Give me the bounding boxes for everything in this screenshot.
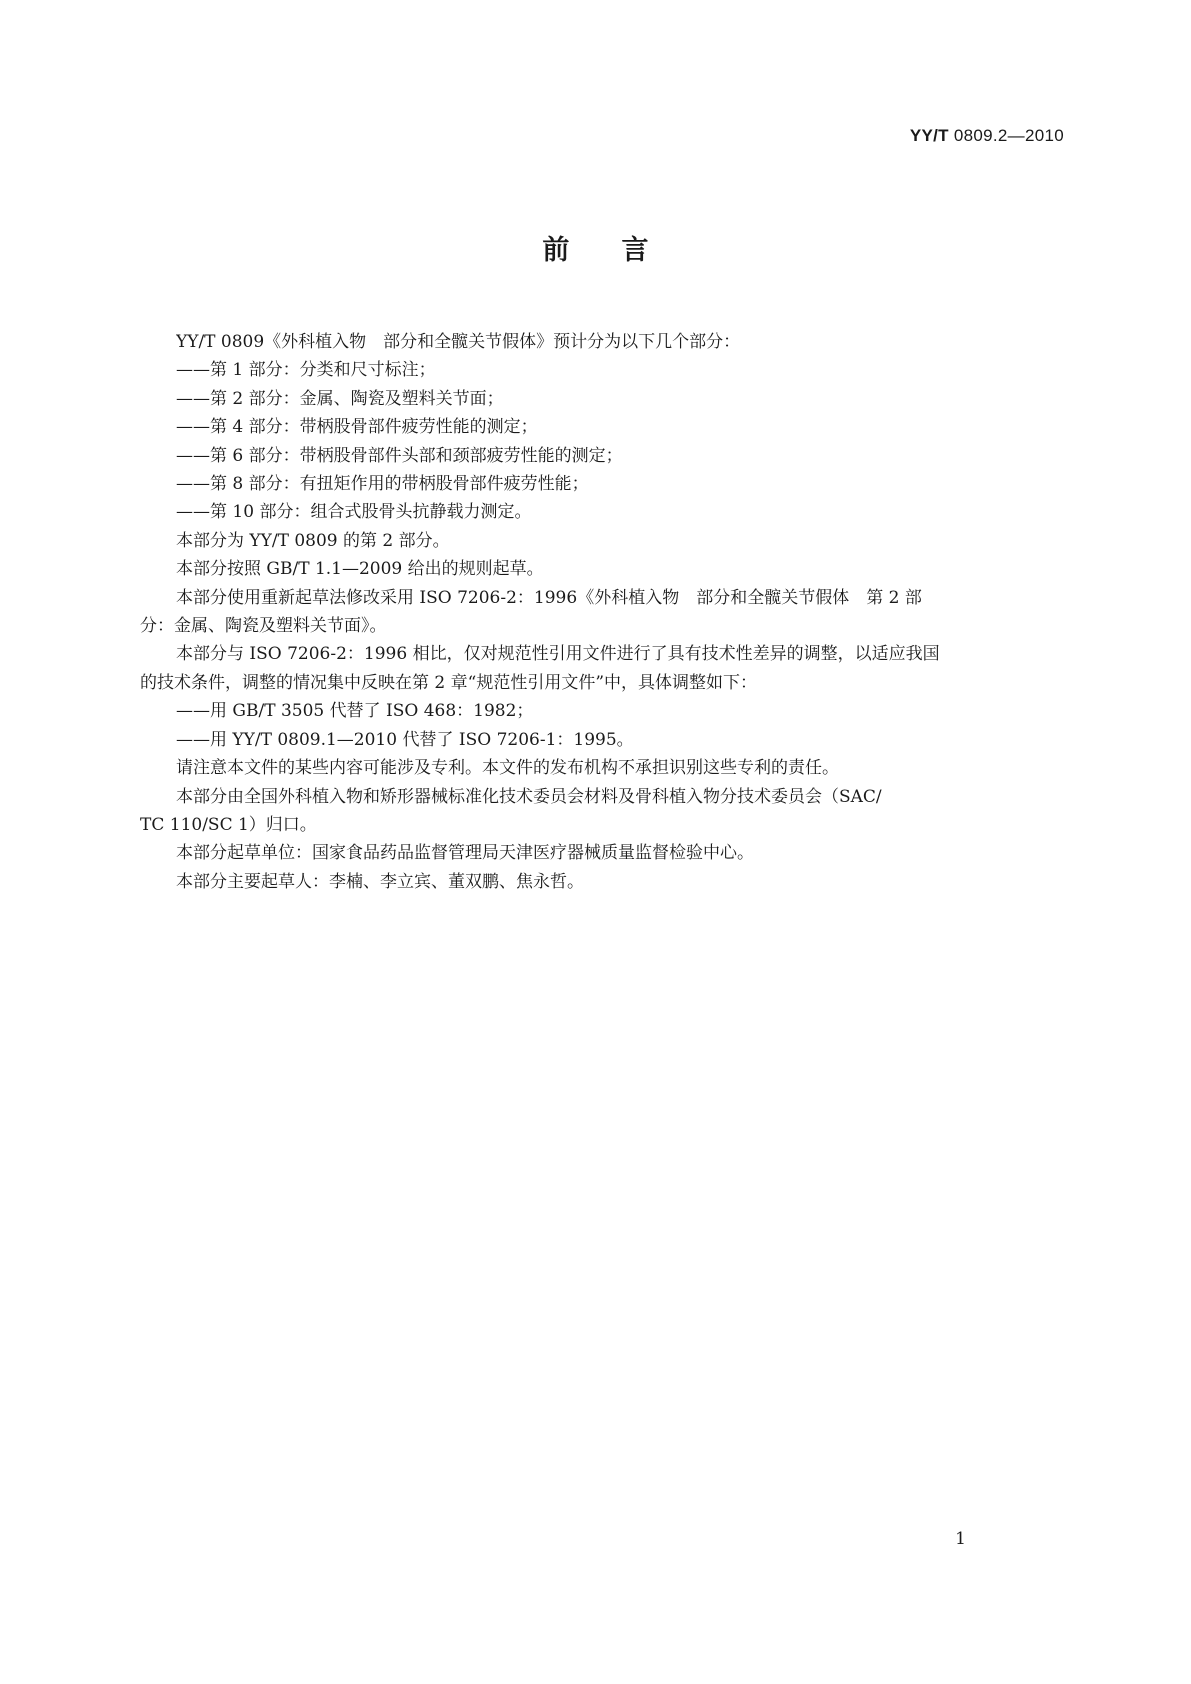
document-code bbox=[910, 126, 1064, 146]
committee-statement-continued: TC 110/SC 1）归口。 bbox=[140, 814, 317, 835]
document-code-prefix: YY/T bbox=[909, 126, 949, 145]
part-list-item-4: ——第 4 部分：带柄股骨部件疲劳性能的测定； bbox=[176, 417, 538, 438]
part-list-item-8: ——第 8 部分：有扭矩作用的带柄股骨部件疲劳性能； bbox=[176, 474, 589, 495]
difference-statement: 本部分与 ISO 7206-2：1996 相比，仅对规范性引用文件进行了具有技术性差异的调整，以适应我国 bbox=[176, 644, 940, 665]
page-title-part-1: 前 bbox=[542, 235, 570, 266]
foreword-body bbox=[140, 328, 1062, 896]
part-list-item-10: ——第 10 部分：组合式股骨头抗静载力测定。 bbox=[176, 502, 532, 523]
part-statement: 本部分为 YY/T 0809 的第 2 部分。 bbox=[176, 530, 450, 551]
difference-statement-continued: 的技术条件，调整的情况集中反映在第 2 章“规范性引用文件”中，具体调整如下： bbox=[140, 672, 758, 693]
foreword-intro-line: YY/T 0809《外科植入物 部分和全髋关节假体》预计分为以下几个部分： bbox=[176, 332, 741, 352]
adjustment-item-2: ——用 YY/T 0809.1—2010 代替了 ISO 7206-1：1995。 bbox=[176, 729, 634, 750]
adoption-statement-continued: 分：金属、陶瓷及塑料关节面》。 bbox=[140, 616, 387, 637]
part-list-item-2: ——第 2 部分：金属、陶瓷及塑料关节面； bbox=[176, 388, 504, 409]
page-number: 1 bbox=[955, 1529, 966, 1549]
page-title-part-2: 言 bbox=[621, 235, 649, 266]
adoption-statement: 本部分使用重新起草法修改采用 ISO 7206-2：1996《外科植入物 部分和全髋关节假体 第 2 部 bbox=[176, 587, 922, 608]
drafters: 本部分主要起草人：李楠、李立宾、董双鹏、焦永哲。 bbox=[176, 871, 584, 892]
drafting-unit: 本部分起草单位：国家食品药品监督管理局天津医疗器械质量监督检验中心。 bbox=[176, 843, 754, 864]
document-code-number: 0809.2—2010 bbox=[953, 126, 1064, 145]
adjustment-item-1: ——用 GB/T 3505 代替了 ISO 468：1982； bbox=[176, 701, 534, 722]
part-list-item-1: ——第 1 部分：分类和尺寸标注； bbox=[176, 360, 436, 381]
page-title bbox=[0, 228, 1191, 267]
committee-statement: 本部分由全国外科植入物和矫形器械标准化技术委员会材料及骨科植入物分技术委员会（SAC/ bbox=[176, 786, 882, 807]
drafting-rules-statement: 本部分按照 GB/T 1.1—2009 给出的规则起草。 bbox=[176, 559, 544, 580]
part-list-item-6: ——第 6 部分：带柄股骨部件头部和颈部疲劳性能的测定； bbox=[176, 445, 623, 466]
patent-notice: 请注意本文件的某些内容可能涉及专利。本文件的发布机构不承担识别这些专利的责任。 bbox=[176, 758, 839, 779]
